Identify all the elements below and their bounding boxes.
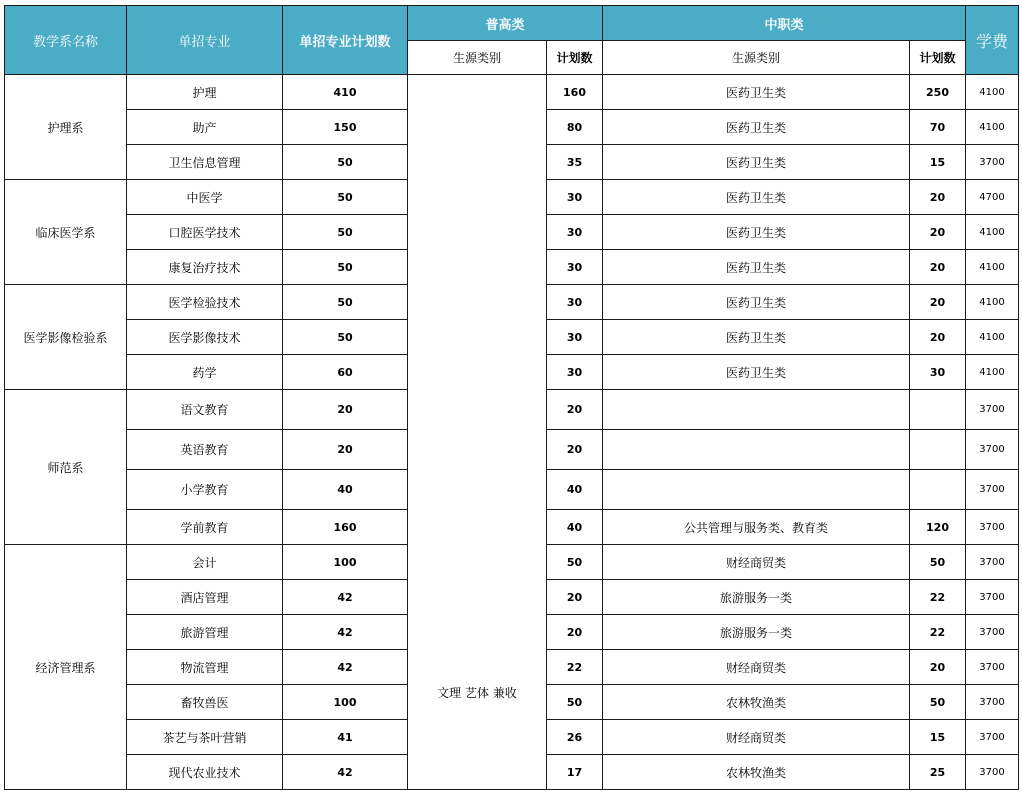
- voc-plan-cell: 20: [910, 285, 966, 320]
- subheader-general-source: 生源类别: [408, 41, 547, 75]
- fee-cell: 3700: [966, 720, 1019, 755]
- dept-cell: 师范系: [5, 390, 127, 545]
- dept-cell: 医学影像检验系: [5, 285, 127, 390]
- major-cell: 医学影像技术: [127, 320, 283, 355]
- voc-plan-cell: 15: [910, 145, 966, 180]
- total-cell: 20: [283, 430, 408, 470]
- voc-plan-cell: 120: [910, 510, 966, 545]
- voc-type-cell: 医药卫生类: [603, 215, 910, 250]
- major-cell: 康复治疗技术: [127, 250, 283, 285]
- general-plan-cell: 50: [547, 545, 603, 580]
- total-cell: 42: [283, 580, 408, 615]
- major-cell: 畜牧兽医: [127, 685, 283, 720]
- total-cell: 50: [283, 320, 408, 355]
- total-cell: 50: [283, 285, 408, 320]
- total-cell: 50: [283, 180, 408, 215]
- total-cell: 100: [283, 685, 408, 720]
- total-cell: 20: [283, 390, 408, 430]
- subheader-general-plan: 计划数: [547, 41, 603, 75]
- table-body: [5, 75, 1019, 790]
- total-cell: 50: [283, 215, 408, 250]
- voc-type-cell: [603, 470, 910, 510]
- voc-type-cell: 旅游服务一类: [603, 580, 910, 615]
- fee-cell: 4100: [966, 110, 1019, 145]
- total-cell: 160: [283, 510, 408, 545]
- major-cell: 口腔医学技术: [127, 215, 283, 250]
- voc-plan-cell: 50: [910, 685, 966, 720]
- voc-type-cell: 医药卫生类: [603, 180, 910, 215]
- voc-plan-cell: 70: [910, 110, 966, 145]
- fee-cell: 3700: [966, 580, 1019, 615]
- total-cell: 50: [283, 145, 408, 180]
- fee-cell: 3700: [966, 545, 1019, 580]
- total-cell: 60: [283, 355, 408, 390]
- general-plan-cell: 30: [547, 355, 603, 390]
- voc-plan-cell: 20: [910, 320, 966, 355]
- fee-cell: 3700: [966, 510, 1019, 545]
- header-plan-total: 单招专业计划数: [283, 6, 408, 75]
- voc-type-cell: 医药卫生类: [603, 355, 910, 390]
- subheader-voc-plan: 计划数: [910, 41, 966, 75]
- voc-plan-cell: 22: [910, 580, 966, 615]
- voc-type-cell: 医药卫生类: [603, 250, 910, 285]
- general-source-cell: 文理 艺体 兼收: [408, 75, 547, 790]
- voc-plan-cell: [910, 430, 966, 470]
- major-cell: 会计: [127, 545, 283, 580]
- fee-cell: 4100: [966, 285, 1019, 320]
- fee-cell: 3700: [966, 430, 1019, 470]
- header-general: 普高类: [408, 6, 603, 41]
- voc-plan-cell: 20: [910, 650, 966, 685]
- total-cell: 42: [283, 650, 408, 685]
- header-vocational: 中职类: [603, 6, 966, 41]
- total-cell: 150: [283, 110, 408, 145]
- voc-type-cell: 医药卫生类: [603, 110, 910, 145]
- general-plan-cell: 17: [547, 755, 603, 790]
- fee-cell: 3700: [966, 685, 1019, 720]
- general-plan-cell: 20: [547, 390, 603, 430]
- general-plan-cell: 22: [547, 650, 603, 685]
- fee-cell: 3700: [966, 390, 1019, 430]
- voc-type-cell: 医药卫生类: [603, 320, 910, 355]
- header-major: 单招专业: [127, 6, 283, 75]
- major-cell: 学前教育: [127, 510, 283, 545]
- general-plan-cell: 35: [547, 145, 603, 180]
- voc-type-cell: 农林牧渔类: [603, 685, 910, 720]
- voc-type-cell: 公共管理与服务类、教育类: [603, 510, 910, 545]
- voc-plan-cell: 30: [910, 355, 966, 390]
- major-cell: 小学教育: [127, 470, 283, 510]
- table-row: [5, 75, 1019, 110]
- fee-cell: 4100: [966, 320, 1019, 355]
- fee-cell: 4700: [966, 180, 1019, 215]
- total-cell: 410: [283, 75, 408, 110]
- total-cell: 50: [283, 250, 408, 285]
- general-plan-cell: 40: [547, 510, 603, 545]
- dept-cell: 临床医学系: [5, 180, 127, 285]
- voc-plan-cell: 250: [910, 75, 966, 110]
- major-cell: 酒店管理: [127, 580, 283, 615]
- general-plan-cell: 30: [547, 215, 603, 250]
- general-plan-cell: 20: [547, 615, 603, 650]
- fee-cell: 4100: [966, 75, 1019, 110]
- major-cell: 物流管理: [127, 650, 283, 685]
- header-dept: 教学系名称: [5, 6, 127, 75]
- enrollment-plan-table: [4, 5, 1019, 790]
- major-cell: 旅游管理: [127, 615, 283, 650]
- voc-plan-cell: 50: [910, 545, 966, 580]
- major-cell: 卫生信息管理: [127, 145, 283, 180]
- major-cell: 茶艺与茶叶营销: [127, 720, 283, 755]
- voc-type-cell: 财经商贸类: [603, 720, 910, 755]
- fee-cell: 3700: [966, 145, 1019, 180]
- general-plan-cell: 30: [547, 320, 603, 355]
- general-plan-cell: 26: [547, 720, 603, 755]
- general-plan-cell: 80: [547, 110, 603, 145]
- general-plan-cell: 30: [547, 180, 603, 215]
- header-fee: 学费: [966, 6, 1019, 75]
- fee-cell: 4100: [966, 250, 1019, 285]
- general-plan-cell: 50: [547, 685, 603, 720]
- total-cell: 41: [283, 720, 408, 755]
- general-plan-cell: 160: [547, 75, 603, 110]
- major-cell: 英语教育: [127, 430, 283, 470]
- voc-plan-cell: 25: [910, 755, 966, 790]
- voc-plan-cell: 20: [910, 215, 966, 250]
- voc-type-cell: 医药卫生类: [603, 145, 910, 180]
- fee-cell: 4100: [966, 355, 1019, 390]
- total-cell: 42: [283, 755, 408, 790]
- general-plan-cell: 20: [547, 430, 603, 470]
- major-cell: 护理: [127, 75, 283, 110]
- voc-plan-cell: 15: [910, 720, 966, 755]
- voc-plan-cell: 22: [910, 615, 966, 650]
- general-plan-cell: 20: [547, 580, 603, 615]
- voc-type-cell: [603, 390, 910, 430]
- major-cell: 语文教育: [127, 390, 283, 430]
- subheader-voc-source: 生源类别: [603, 41, 910, 75]
- major-cell: 助产: [127, 110, 283, 145]
- voc-type-cell: [603, 430, 910, 470]
- voc-type-cell: 医药卫生类: [603, 75, 910, 110]
- voc-plan-cell: [910, 390, 966, 430]
- total-cell: 40: [283, 470, 408, 510]
- major-cell: 医学检验技术: [127, 285, 283, 320]
- fee-cell: 3700: [966, 650, 1019, 685]
- general-plan-cell: 30: [547, 285, 603, 320]
- voc-plan-cell: [910, 470, 966, 510]
- voc-plan-cell: 20: [910, 180, 966, 215]
- voc-type-cell: 财经商贸类: [603, 545, 910, 580]
- voc-type-cell: 旅游服务一类: [603, 615, 910, 650]
- voc-plan-cell: 20: [910, 250, 966, 285]
- total-cell: 42: [283, 615, 408, 650]
- general-plan-cell: 30: [547, 250, 603, 285]
- fee-cell: 4100: [966, 215, 1019, 250]
- fee-cell: 3700: [966, 755, 1019, 790]
- fee-cell: 3700: [966, 470, 1019, 510]
- major-cell: 现代农业技术: [127, 755, 283, 790]
- dept-cell: 护理系: [5, 75, 127, 180]
- dept-cell: 经济管理系: [5, 545, 127, 790]
- voc-type-cell: 财经商贸类: [603, 650, 910, 685]
- general-plan-cell: 40: [547, 470, 603, 510]
- fee-cell: 3700: [966, 615, 1019, 650]
- voc-type-cell: 农林牧渔类: [603, 755, 910, 790]
- major-cell: 中医学: [127, 180, 283, 215]
- total-cell: 100: [283, 545, 408, 580]
- voc-type-cell: 医药卫生类: [603, 285, 910, 320]
- major-cell: 药学: [127, 355, 283, 390]
